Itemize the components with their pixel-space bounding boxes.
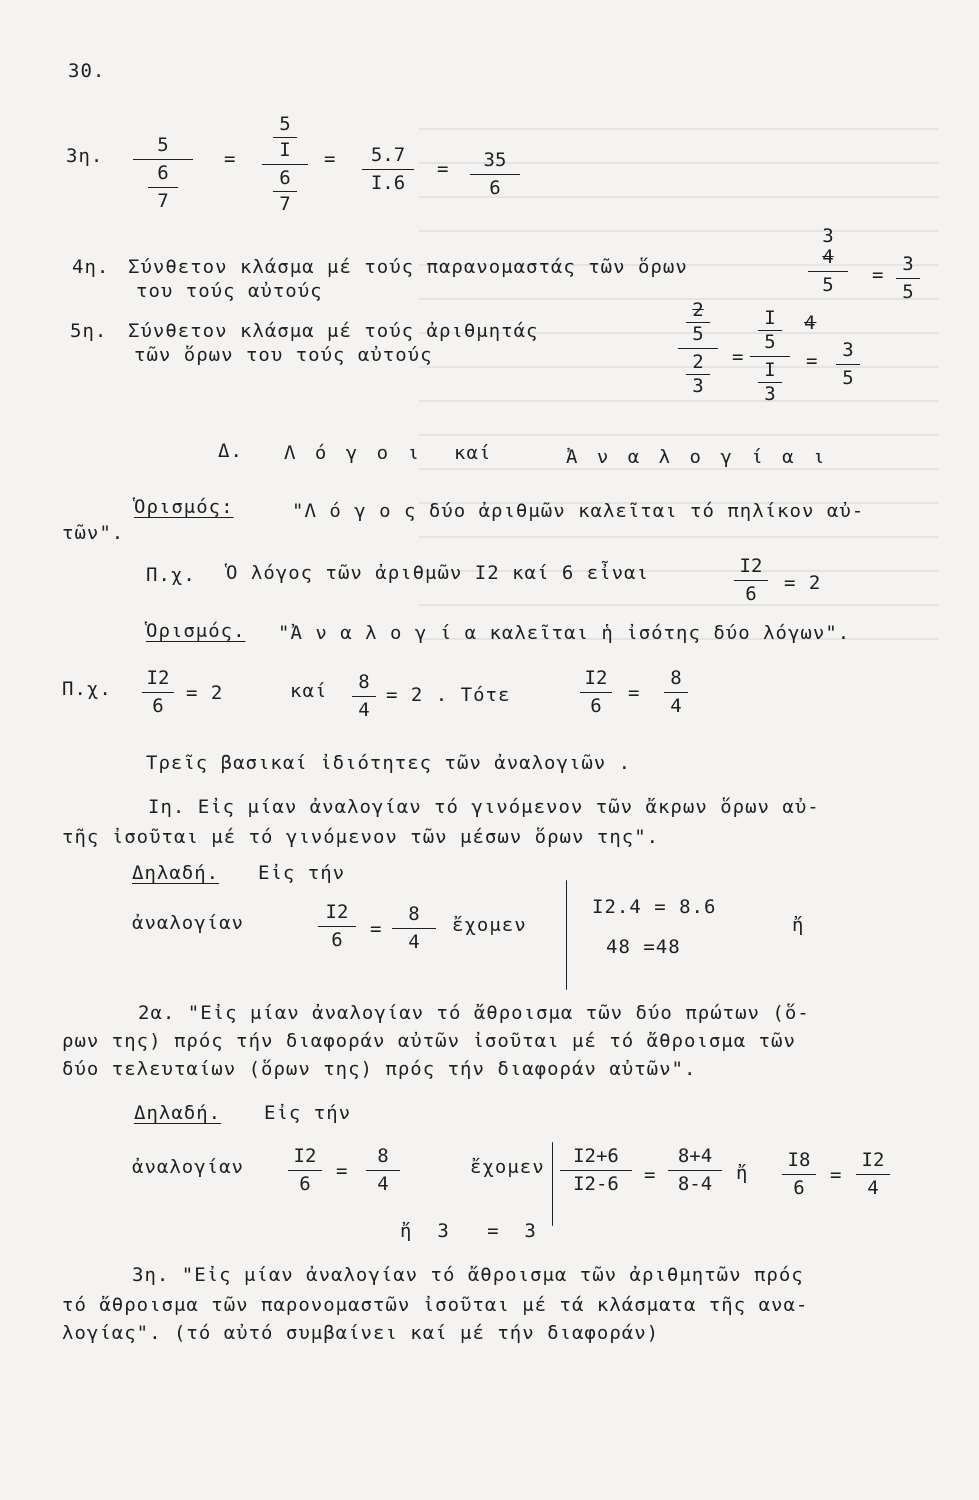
- property1-diladi: Δηλαδή.: [132, 862, 220, 884]
- item5-fraction-b: I 5 I 3: [750, 308, 790, 405]
- property2-exomen: ἔχομεν: [470, 1156, 545, 1178]
- definition2-text: "Ἀ ν α λ ο γ ί α καλεῖται ἡ ἰσότης δύο λόγων".: [278, 622, 851, 644]
- item4-label: 4η.: [72, 256, 110, 278]
- property1-line2: τῆς ἰσοῦται μέ τό γινόμενον τῶν μέσων ὅρων της".: [62, 826, 660, 848]
- property1-analogian: ἀναλογίαν: [132, 912, 244, 934]
- property2-last: ἤ 3 = 3: [400, 1220, 537, 1242]
- property2-diladi: Δηλαδή.: [134, 1102, 222, 1124]
- property2-fraction5: I8 6: [782, 1150, 816, 1199]
- item3-eq3: =: [437, 158, 450, 180]
- example2-r2: = 2 . Τότε: [386, 684, 511, 706]
- item4-compound-fraction: 3 4 5: [808, 226, 848, 296]
- item5-strike: 4: [804, 312, 817, 334]
- item4-result: 3 5: [896, 254, 920, 303]
- item4-line1: Σύνθετον κλάσμα μέ τούς παρανομαστάς τῶν ὅρων: [128, 256, 688, 278]
- property1-exomen: ἔχομεν: [452, 914, 527, 936]
- example2-fraction2: 8 4: [352, 672, 376, 721]
- property2-brace: [552, 1142, 553, 1226]
- property2-or: ἤ: [736, 1162, 749, 1184]
- property1-result1: I2.4 = 8.6: [592, 896, 717, 918]
- properties-title: Τρεῖς βασικαί ἰδιότητες τῶν ἀναλογιῶν .: [146, 752, 632, 774]
- heading-kai: καί: [454, 442, 492, 464]
- item3-fraction-d: 35 6: [470, 150, 520, 199]
- definition1-cont: τῶν".: [62, 522, 125, 544]
- heading-analogiai: Ἀ ν α λ ο γ ί α ι: [566, 446, 829, 468]
- example1-label: Π.χ.: [146, 564, 196, 586]
- property2-eis: Εἰς τήν: [264, 1102, 352, 1124]
- definition1-label: Ὁρισμός:: [134, 496, 234, 518]
- property2-line1: 2α. "Εἰς μίαν ἀναλογίαν τό ἄθροισμα τῶν δύο πρώτων (ὅ-: [138, 1002, 810, 1024]
- property2-fraction6: I2 4: [856, 1150, 890, 1199]
- item3-fraction-b: 5 I 6 7: [262, 114, 308, 215]
- example1-result: = 2: [784, 572, 822, 594]
- property2-fraction2: 8 4: [366, 1146, 400, 1195]
- property1-fraction1: I2 6: [318, 902, 356, 951]
- property1-brace: [566, 880, 567, 990]
- property1-eis: Εἰς τήν: [258, 862, 346, 884]
- property3-line2: τό ἄθροισμα τῶν παρονομαστῶν ἰσοῦται μέ τά κλάσματα τῆς ανα-: [62, 1294, 809, 1316]
- item5-eq2: =: [806, 350, 819, 372]
- property1-eq: =: [370, 918, 383, 940]
- item3-label: 3η.: [66, 145, 104, 167]
- property1-or: ἤ: [792, 914, 805, 936]
- example2-fraction4: 8 4: [664, 668, 688, 717]
- item5-line2: τῶν ὅρων του τούς αὐτούς: [134, 344, 433, 366]
- property2-eq2: =: [644, 1164, 657, 1186]
- definition2-label: Ὁρισμός.: [146, 620, 246, 642]
- item5-result: 3 5: [836, 340, 860, 389]
- example2-fraction3: I2 6: [580, 668, 612, 717]
- property2-eq3: =: [830, 1164, 843, 1186]
- property2-fraction1: I2 6: [288, 1146, 322, 1195]
- example2-label: Π.χ.: [62, 678, 112, 700]
- heading-logoi: Λ ό γ ο ι: [284, 442, 423, 464]
- example2-fraction1: I2 6: [142, 668, 174, 717]
- property1-result2: 48 =48: [606, 936, 681, 958]
- property1-line1: Iη. Εἰς μίαν ἀναλογίαν τό γινόμενον τῶν ἄκρων ὅρων αὐ-: [148, 796, 820, 818]
- item3-fraction-c: 5.7 I.6: [362, 145, 414, 194]
- example1-text: Ὁ λόγος τῶν ἀριθμῶν I2 καί 6 εἶναι: [226, 562, 649, 584]
- item5-fraction-a: 2 5 2 3: [678, 300, 718, 397]
- property2-line2: ρων της) πρός τήν διαφοράν αὐτῶν ἰσοῦται μέ τό ἄθροισμα τῶν: [62, 1030, 796, 1052]
- definition1-text: "Λ ό γ ο ς δύο ἀριθμῶν καλεῖται τό πηλίκον αὐ-: [292, 500, 865, 522]
- property2-analogian: ἀναλογίαν: [132, 1156, 244, 1178]
- property2-fraction4: 8+4 8-4: [668, 1146, 722, 1195]
- item5-eq1: =: [732, 346, 745, 368]
- example2-eq: =: [628, 682, 641, 704]
- property3-line1: 3η. "Εἰς μίαν ἀναλογίαν τό ἄθροισμα τῶν ἀριθμητῶν πρός: [132, 1264, 804, 1286]
- item3-eq1: =: [224, 148, 237, 170]
- item4-line2: του τούς αὐτούς: [136, 280, 323, 302]
- example1-fraction: I2 6: [734, 556, 768, 605]
- example2-and: καί: [290, 680, 328, 702]
- property2-eq1: =: [336, 1160, 349, 1182]
- item5-label: 5η.: [70, 320, 108, 342]
- item3-eq2: =: [324, 148, 337, 170]
- property1-fraction2: 8 4: [392, 904, 436, 953]
- property2-line3: δύο τελευταίων (ὅρων της) πρός τήν διαφοράν αὐτῶν".: [62, 1058, 697, 1080]
- item5-line1: Σύνθετον κλάσμα μέ τούς ἀριθμητάς: [128, 320, 539, 342]
- example2-r1: = 2: [186, 682, 224, 704]
- property2-fraction3: I2+6 I2-6: [560, 1146, 632, 1195]
- item3-fraction-a: 5 6 7: [133, 135, 193, 212]
- item4-eq: =: [872, 264, 885, 286]
- section-mark: Δ.: [218, 440, 243, 462]
- property3-line3: λογίας". (τό αὐτό συμβαίνει καί μέ τήν διαφοράν): [62, 1322, 660, 1344]
- page-number: 30.: [68, 60, 106, 82]
